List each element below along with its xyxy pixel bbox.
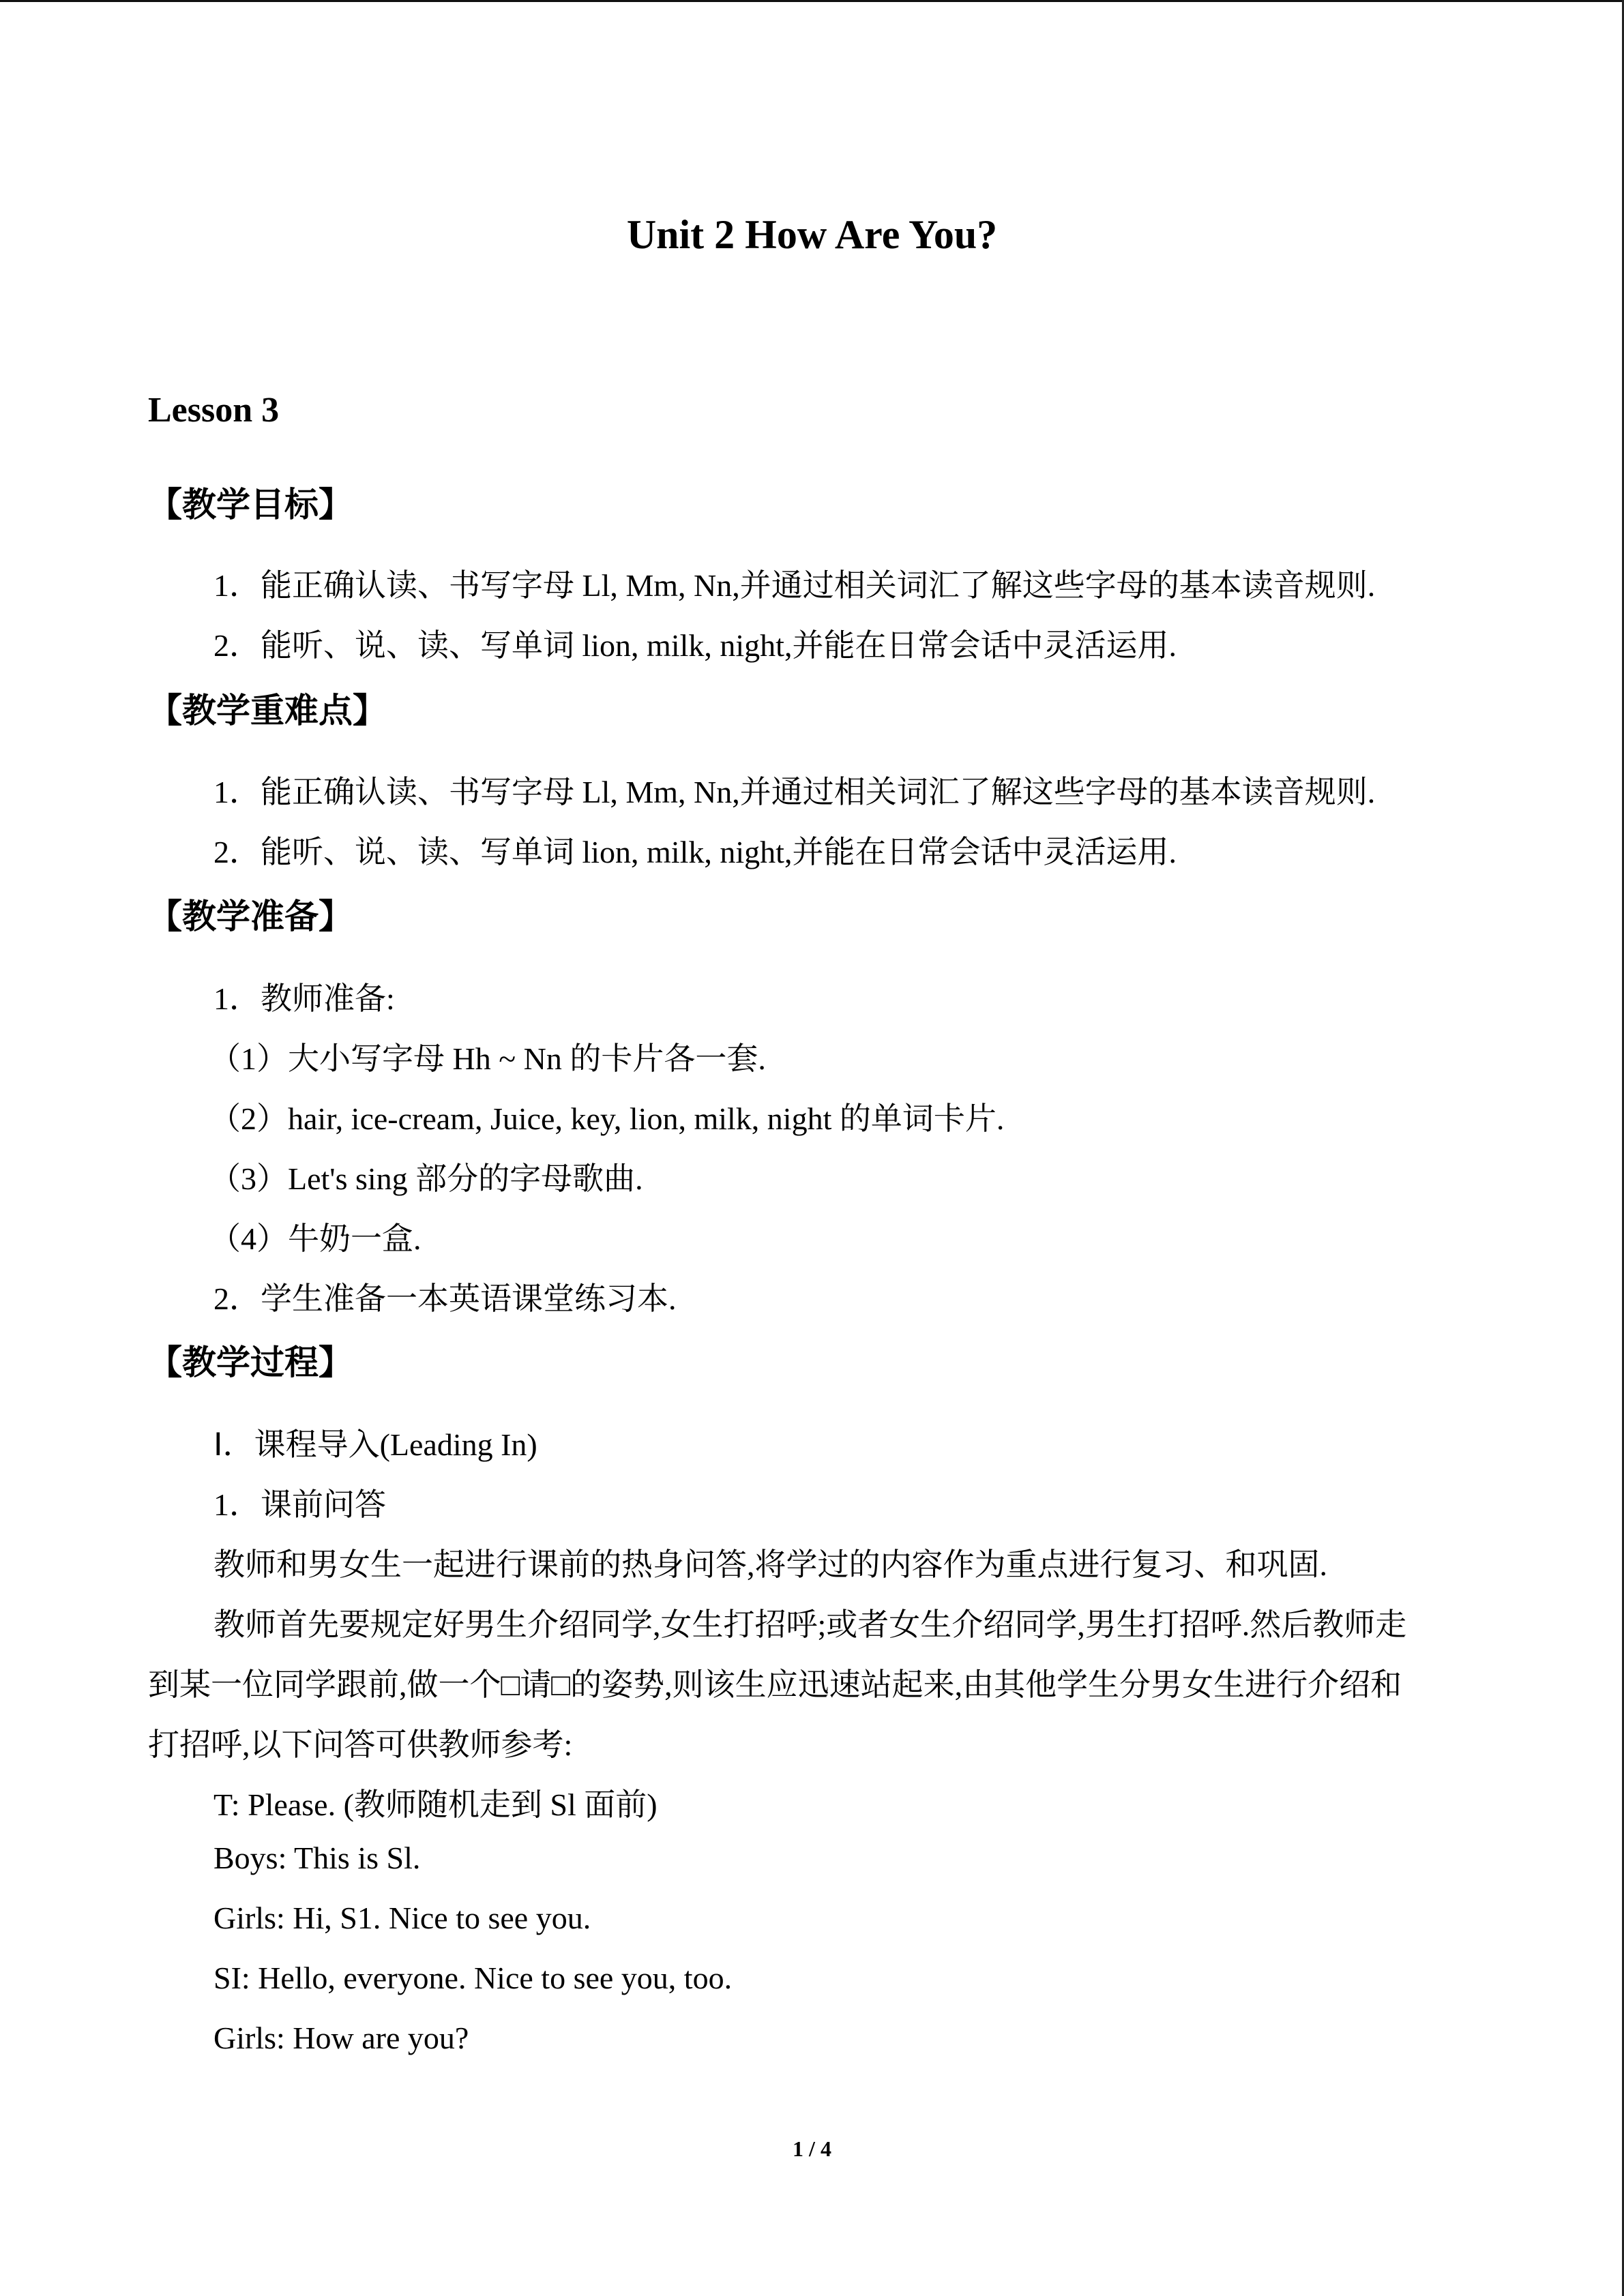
- process-line: 到某一位同学跟前,做一个□请□的姿势,则该生应迅速站起来,由其他学生分男女生进行介绍和: [148, 1667, 1402, 1702]
- section-heading-keypoints: 【教学重难点】: [148, 691, 387, 730]
- process-line: 教师首先要规定好男生介绍同学,女生打招呼;或者女生介绍同学,男生打招呼.然后教师走: [213, 1607, 1407, 1642]
- dialogue-line: Girls: Hi, S1. Nice to see you.: [213, 1900, 591, 1935]
- keypoint-item: 2．能听、说、读、写单词 lion, milk, night,并能在日常会话中灵活运用.: [213, 835, 1177, 869]
- process-line: Ⅰ．课程导入(Leading In): [213, 1427, 537, 1462]
- document-title: Unit 2 How Are You?: [626, 212, 998, 257]
- section-heading-objectives: 【教学目标】: [148, 485, 353, 524]
- preparation-item: 2．学生准备一本英语课堂练习本.: [213, 1281, 677, 1316]
- section-heading-preparation: 【教学准备】: [148, 897, 353, 936]
- preparation-item: （4）牛奶一盒.: [209, 1221, 422, 1256]
- lesson-heading: Lesson 3: [148, 391, 280, 430]
- dialogue-line: SI: Hello, everyone. Nice to see you, too.: [213, 1960, 733, 1995]
- dialogue-line: Girls: How are you?: [213, 2021, 469, 2055]
- preparation-item: 1．教师准备:: [213, 981, 395, 1016]
- section-heading-process: 【教学过程】: [148, 1343, 353, 1382]
- preparation-item: （2）hair, ice-cream, Juice, key, lion, milk, night 的单词卡片.: [209, 1101, 1005, 1136]
- dialogue-line: Boys: This is Sl.: [213, 1840, 421, 1875]
- preparation-item: （3）Let's sing 部分的字母歌曲.: [209, 1161, 643, 1196]
- top-border: [0, 0, 1624, 2]
- objective-item: 2．能听、说、读、写单词 lion, milk, night,并能在日常会话中灵活运用.: [213, 628, 1177, 663]
- keypoint-item: 1．能正确认读、书写字母 Ll, Mm, Nn,并通过相关词汇了解这些字母的基本读音规则.: [213, 775, 1376, 809]
- process-line: 1．课前问答: [213, 1487, 386, 1522]
- dialogue-line: T: Please. (教师随机走到 Sl 面前): [213, 1787, 658, 1822]
- objective-item: 1．能正确认读、书写字母 Ll, Mm, Nn,并通过相关词汇了解这些字母的基本读音规则.: [213, 568, 1376, 603]
- process-line: 打招呼,以下问答可供教师参考:: [148, 1727, 573, 1762]
- process-line: 教师和男女生一起进行课前的热身问答,将学过的内容作为重点进行复习、和巩固.: [213, 1547, 1327, 1582]
- page-number: 1 / 4: [793, 2136, 831, 2161]
- preparation-item: （1）大小写字母 Hh ~ Nn 的卡片各一套.: [209, 1041, 766, 1076]
